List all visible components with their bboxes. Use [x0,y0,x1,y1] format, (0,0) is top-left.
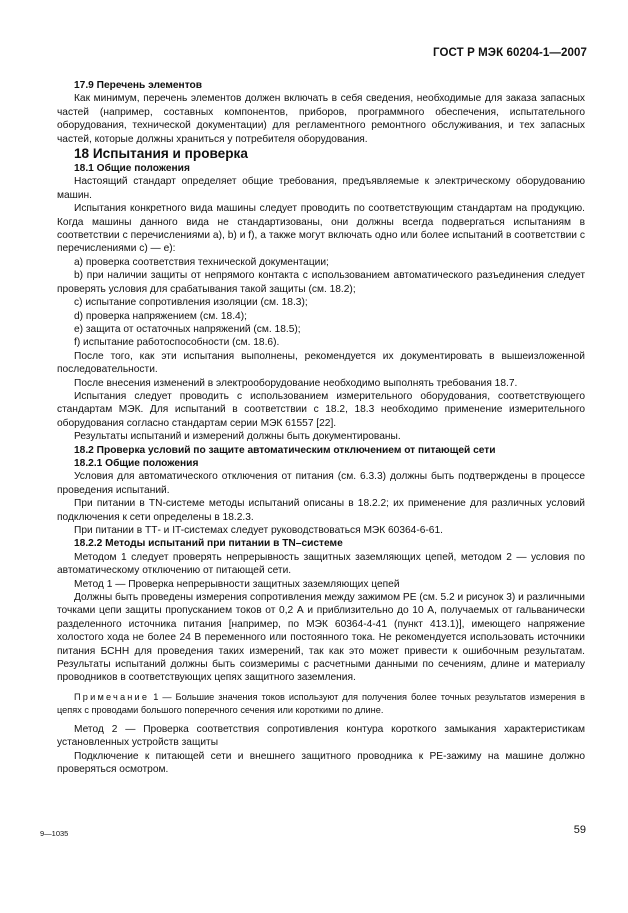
method-1-title: Метод 1 — Проверка непрерывности защитных заземляющих цепей [74,578,400,590]
section-18-2-1-heading: 18.2.1 Общие положения [74,457,199,469]
section-18-1-heading: 18.1 Общие положения [74,163,190,175]
paragraph: После того, как эти испытания выполнены, рекомендуется их документировать в вышеизложенной последовательности. [57,350,585,376]
list-item: f) испытание работоспособности (см. 18.6). [74,337,280,349]
paragraph: После внесения изменений в электрооборудование необходимо выполнять требования 18.7. [74,377,518,389]
paragraph: Методом 1 следует проверять непрерывность защитных заземляющих цепей, методом 2 — условия по автоматическому отключению от питающей сети. [57,551,585,577]
list-item: b) при наличии защиты от непрямого контакта с использованием автоматического разъединения следует проверять условия для срабатывания такой защиты (см. 18.2); [57,270,585,295]
document-header: ГОСТ Р МЭК 60204-1—2007 [433,47,587,59]
paragraph: Испытания следует проводить с использованием измерительного оборудования, соответствующего стандартам МЭК. Для испытаний в соответствии с 18.2, 18.3 необходимо применение измерительного оборудования согласно стандартам серии МЭК 61557 [22]. [57,390,585,429]
paragraph: Настоящий стандарт определяет общие требования, предъявляемые к электрическому оборудованию машин. [57,176,585,201]
note [57,691,585,717]
paragraph: Испытания конкретного вида машины следует проводить по соответствующим стандартам на продукцию. Когда машины данного вида не стандартизованы, они должны всегда подвергаться испытаниям в соответствии с перечислениями а), b) и f), а также могут включать одно или более испытаний в соответствии с перечислениями c) — e): [57,203,585,255]
method-2-title: Метод 2 — Проверка соответствия сопротивления контура короткого замыкания характеристикам установленных устройств защиты [57,723,585,749]
note-label: Примечание [74,691,150,702]
paragraph: Должны быть проведены измерения сопротивления между зажимом РЕ (см. 5.2 и рисунок 3) и различными точками цепи защиты пропусканием токов от 0,2 А и приблизительно до 10 А, получаемых от гальванически разделенного источника питания [например, по МЭК 60364-4-41 (пункт 413.1)], имеющего напряжение холостого хода не более 24 В переменного или постоянного тока. Не рекомендуется использовать источники питания БСНН для проведения таких измерений, так как это может привести к ошибочным результатам. Результаты испытаний должны быть соизмеримы с расчетными данными по сечениям, длине и материалу проводников в соответствующих цепях защитного заземления. [57,592,585,684]
paragraph: При питании в TN-системе методы испытаний описаны в 18.2.2; их применение для различных условий подключения к сети определены в 18.2.3. [57,498,585,523]
section-18-2-heading: 18.2 Проверка условий по защите автоматическим отключением от питающей сети [74,444,496,456]
paragraph: При питании в ТТ- и IT-системах следует руководствоваться МЭК 60364-6-61. [74,525,443,536]
paragraph: Подключение к питающей сети и внешнего защитного проводника к РЕ-зажиму на машине должно проверяться осмотром. [57,750,585,776]
list-item: а) проверка соответствия технической документации; [74,256,329,268]
footer-print-code: 9—1035 [40,829,69,838]
section-18-2-2-heading: 18.2.2 Методы испытаний при питании в TN–системе [74,538,343,550]
list-item: e) защита от остаточных напряжений (см. 18.5); [74,323,301,335]
page-number: 59 [573,824,586,836]
section-17-9-paragraph: Как минимум, перечень элементов должен включать в себя сведения, необходимые для заказа запасных частей (например, составных компонентов, приборов, программного обеспечения, испытательного оборудования, технической документации) для регламентного ремонтного обслуживания, и тех запасных частей, которые должны храниться у потребителя оборудования. [57,93,585,145]
section-18-heading: 18 Испытания и проверка [74,146,248,162]
list-item: c) испытание сопротивления изоляции (см. 18.3); [74,297,308,309]
paragraph: Результаты испытаний и измерений должны быть документированы. [74,431,401,443]
document-body [57,79,585,777]
note-text: 1 — Большие значения токов используют для получения более точных результатов измерения в цепях с проводами большого поперечного сечения или короткими по длине. [57,691,585,715]
section-17-9-heading: 17.9 Перечень элементов [74,80,203,91]
list-item: d) проверка напряжением (см. 18.4); [74,310,247,322]
paragraph: Условия для автоматического отключения от питания (см. 6.3.3) должны быть подтверждены в процессе проведения испытаний. [57,471,585,496]
